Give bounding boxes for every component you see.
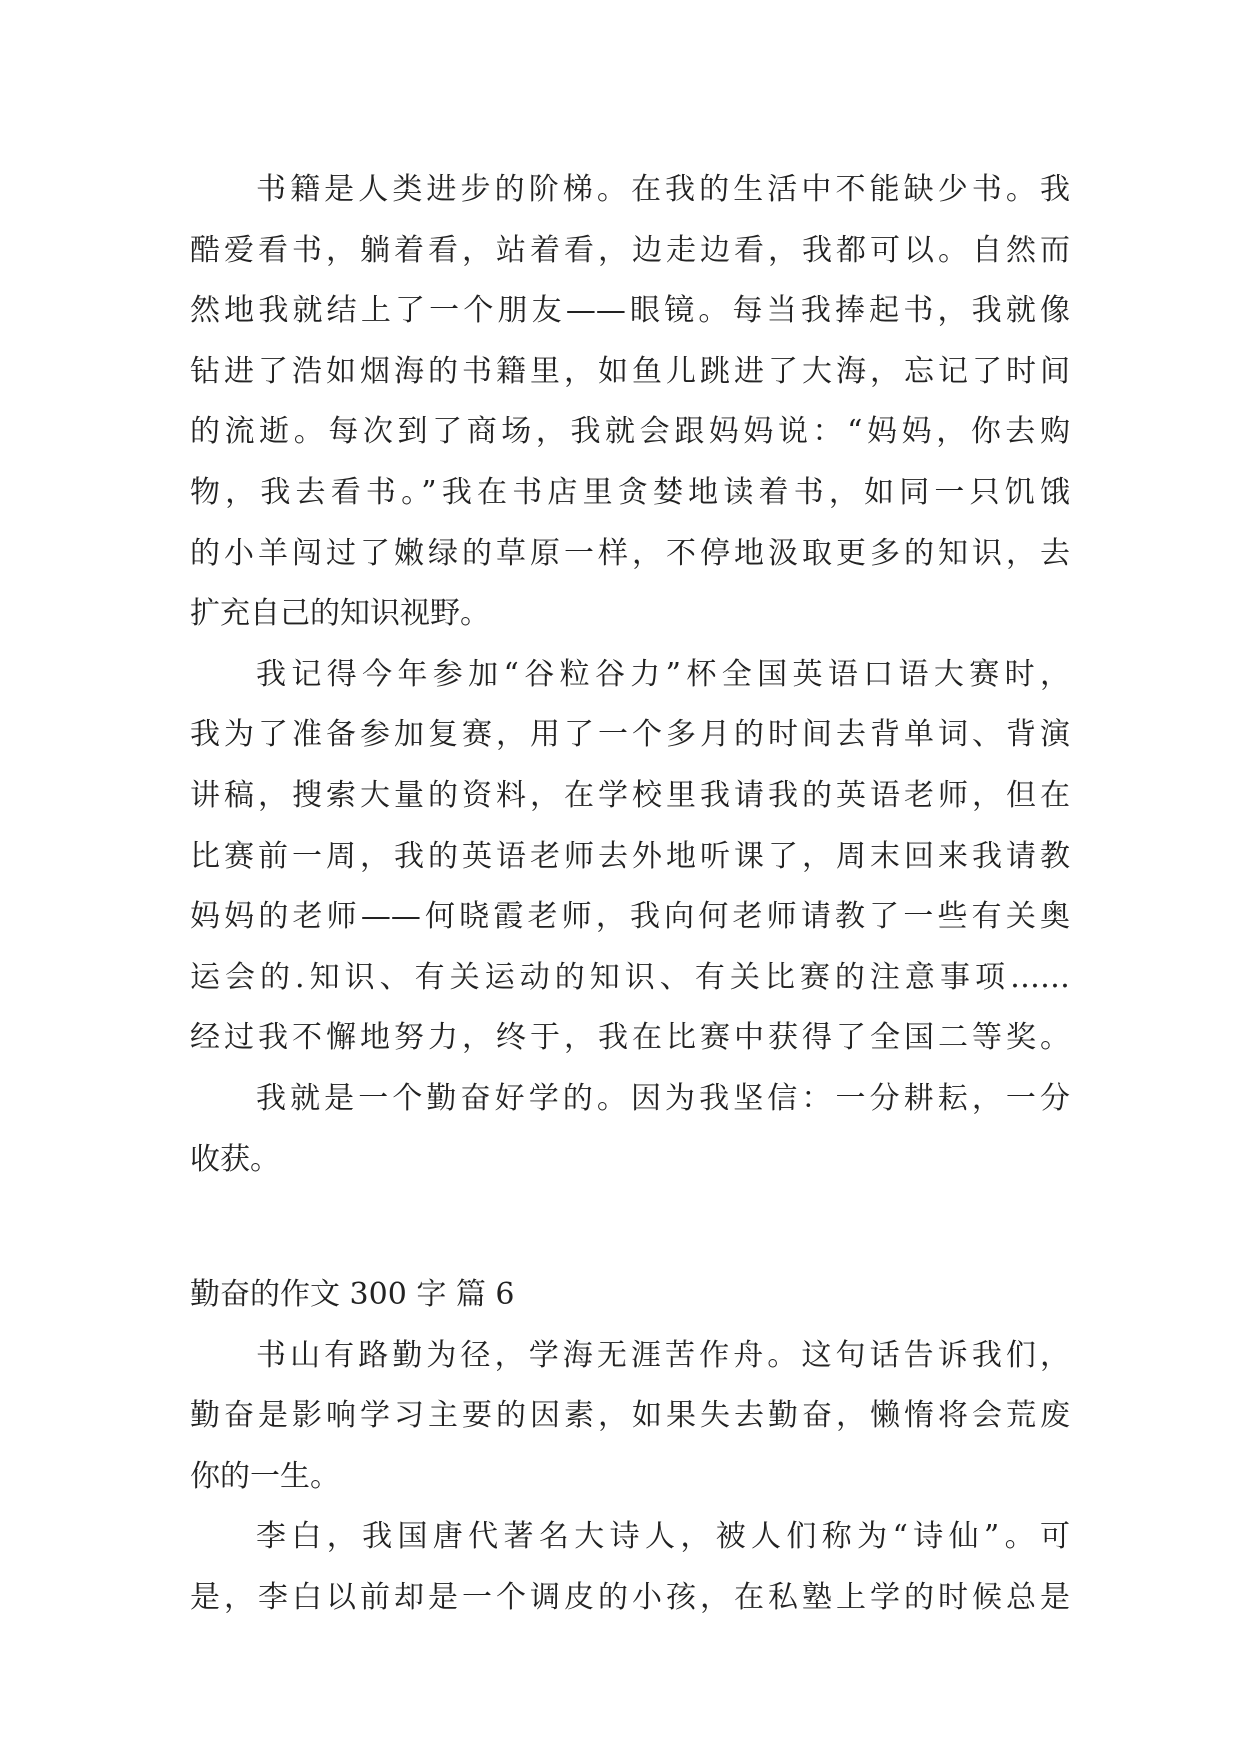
text-line: 经过我不懈地努力，终于，我在比赛中获得了全国二等奖。 [190, 1020, 1070, 1056]
text-line: 比赛前一周，我的英语老师去外地听课了，周末回来我请教 [190, 838, 1070, 874]
text-line: 的小羊闯过了嫩绿的草原一样，不停地汲取更多的知识，去 [190, 535, 1070, 571]
text-line: 书山有路勤为径，学海无涯苦作舟。这句话告诉我们， [256, 1337, 1070, 1373]
text-line: 收获。 [190, 1141, 280, 1177]
paragraph [190, 160, 1070, 645]
text-line: 我为了准备参加复赛，用了一个多月的时间去背单词、背演 [190, 717, 1070, 753]
text-line: 书籍是人类进步的阶梯。在我的生活中不能缺少书。我 [256, 172, 1070, 207]
document-body [190, 160, 1070, 1629]
paragraph [190, 1069, 1070, 1190]
section-heading: 勤奋的作文 300 字 篇 6 [190, 1277, 515, 1313]
text-line: 我就是一个勤奋好学的。因为我坚信：一分耕耘，一分 [256, 1080, 1070, 1116]
text-line: 妈妈的老师——何晓霞老师，我向何老师请教了一些有关奥 [190, 899, 1070, 935]
text-line: 钻进了浩如烟海的书籍里，如鱼儿跳进了大海，忘记了时间 [190, 353, 1070, 389]
text-line: 你的一生。 [190, 1458, 340, 1494]
text-line: 酷爱看书，躺着看，站着看，边走边看，我都可以。自然而 [190, 232, 1070, 268]
text-line: 运会的.知识、有关运动的知识、有关比赛的注意事项…… [190, 959, 1070, 995]
text-line: 扩充自己的知识视野。 [190, 596, 490, 632]
text-line: 讲稿，搜索大量的资料，在学校里我请我的英语老师，但在 [190, 777, 1070, 813]
paragraph [190, 1507, 1070, 1628]
paragraph [190, 1326, 1070, 1508]
text-line: 是，李白以前却是一个调皮的小孩，在私塾上学的时候总是 [190, 1580, 1070, 1616]
text-line: 李白，我国唐代著名大诗人，被人们称为“诗仙”。可 [256, 1519, 1070, 1555]
text-line: 的流逝。每次到了商场，我就会跟妈妈说：“妈妈，你去购 [190, 414, 1070, 450]
text-line: 物，我去看书。”我在书店里贪婪地读着书，如同一只饥饿 [190, 474, 1070, 510]
text-line: 然地我就结上了一个朋友——眼镜。每当我捧起书，我就像 [190, 293, 1070, 329]
text-line: 我记得今年参加“谷粒谷力”杯全国英语口语大赛时， [256, 656, 1070, 692]
paragraph [190, 645, 1070, 1069]
text-line: 勤奋是影响学习主要的因素，如果失去勤奋，懒惰将会荒废 [190, 1398, 1070, 1434]
